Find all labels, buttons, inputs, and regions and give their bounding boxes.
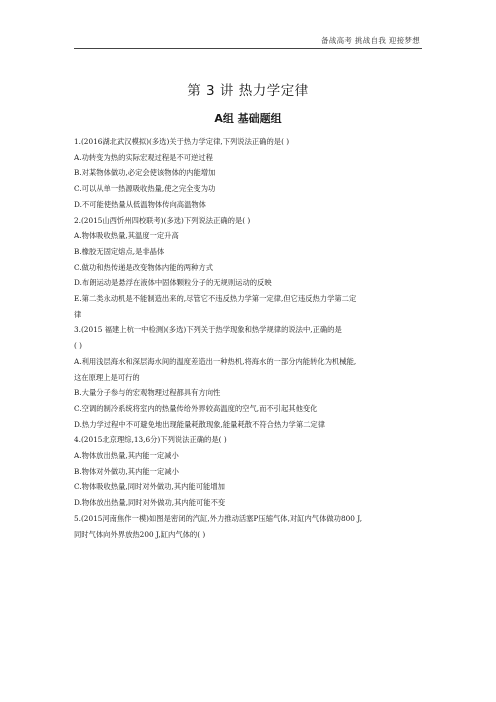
question-2-option-e: E.第二类永动机是不能制造出来的,尽管它不违反热力学第一定律,但它违反热力学第二定: [74, 294, 357, 304]
question-list: [74, 134, 424, 542]
question-3-option-a: A.利用浅层海水和深层海水间的温度差造出一种热机,将海水的一部分内能转化为机械能,: [74, 356, 357, 366]
question-4-stem: 4.(2015北京理综,13,6分)下列说法正确的是( ): [74, 435, 227, 445]
question-3-stem-cont: ( ): [74, 341, 83, 351]
question-3-option-c: C.空调的制冷系统将室内的热量传给外界较高温度的空气,而不引起其他变化: [74, 403, 318, 413]
question-2-option-d: D.布朗运动是悬浮在液体中固体颗粒分子的无规则运动的反映: [74, 278, 272, 288]
question-1-option-d: D.不可能使热量从低温物体传向高温物体: [74, 199, 206, 209]
question-1-option-b: B.对某物体做功,必定会使该物体的内能增加: [74, 168, 216, 178]
question-2-option-c: C.做功和热传递是改变物体内能的两种方式: [74, 262, 213, 272]
question-1-option-c: C.可以从单一热源吸收热量,使之完全变为功: [74, 184, 216, 194]
question-1-stem: 1.(2016湖北武汉模拟)(多选)关于热力学定律,下列说法正确的是( ): [74, 137, 290, 146]
header-motto: 备战高考 挑战自我 迎接梦想: [321, 36, 420, 45]
question-2-option-a: A.物体吸收热量,其温度一定升高: [74, 231, 179, 241]
section-title: A组 基础题组: [214, 112, 282, 125]
question-5-stem: 5.(2015河南焦作一模)如图是密闭的汽缸,外力推动活塞P压缩气体,对缸内气体做功800 J,: [74, 513, 363, 523]
question-5-stem-cont: 同时气体向外界放热200 J,缸内气体的( ): [74, 529, 206, 539]
question-3-option-d: D.热力学过程中不可避免地出现能量耗散现象,能量耗散不符合热力学第二定律: [74, 419, 326, 429]
question-3-option-b: B.大量分子参与的宏观物理过程都具有方向性: [74, 388, 221, 398]
question-4-option-c: C.物体吸收热量,同时对外做功,其内能可能增加: [74, 482, 225, 492]
question-3-stem: 3.(2015 福建上杭一中检测)(多选)下列关于热学现象和热学规律的说法中,正确的是: [74, 325, 342, 335]
question-3-option-a-cont: 这在原理上是可行的: [74, 372, 140, 382]
question-4-option-d: D.物体放出热量,同时对外做功,其内能可能不变: [74, 498, 226, 508]
question-2-stem: 2.(2015山西忻州四校联考)(多选)下列说法正确的是( ): [74, 215, 251, 225]
page-title: 第 3 讲 热力学定律: [187, 83, 309, 99]
question-2-option-e-cont: 律: [74, 309, 82, 319]
header-divider: [74, 48, 422, 49]
question-4-option-a: A.物体放出热量,其内能一定减小: [74, 451, 179, 461]
question-1-option-a: A.功转变为热的实际宏观过程是不可逆过程: [74, 152, 213, 162]
question-2-option-b: B.橡胶无固定熔点,是非晶体: [74, 246, 165, 256]
question-4-option-b: B.物体对外做功,其内能一定减小: [74, 466, 179, 476]
